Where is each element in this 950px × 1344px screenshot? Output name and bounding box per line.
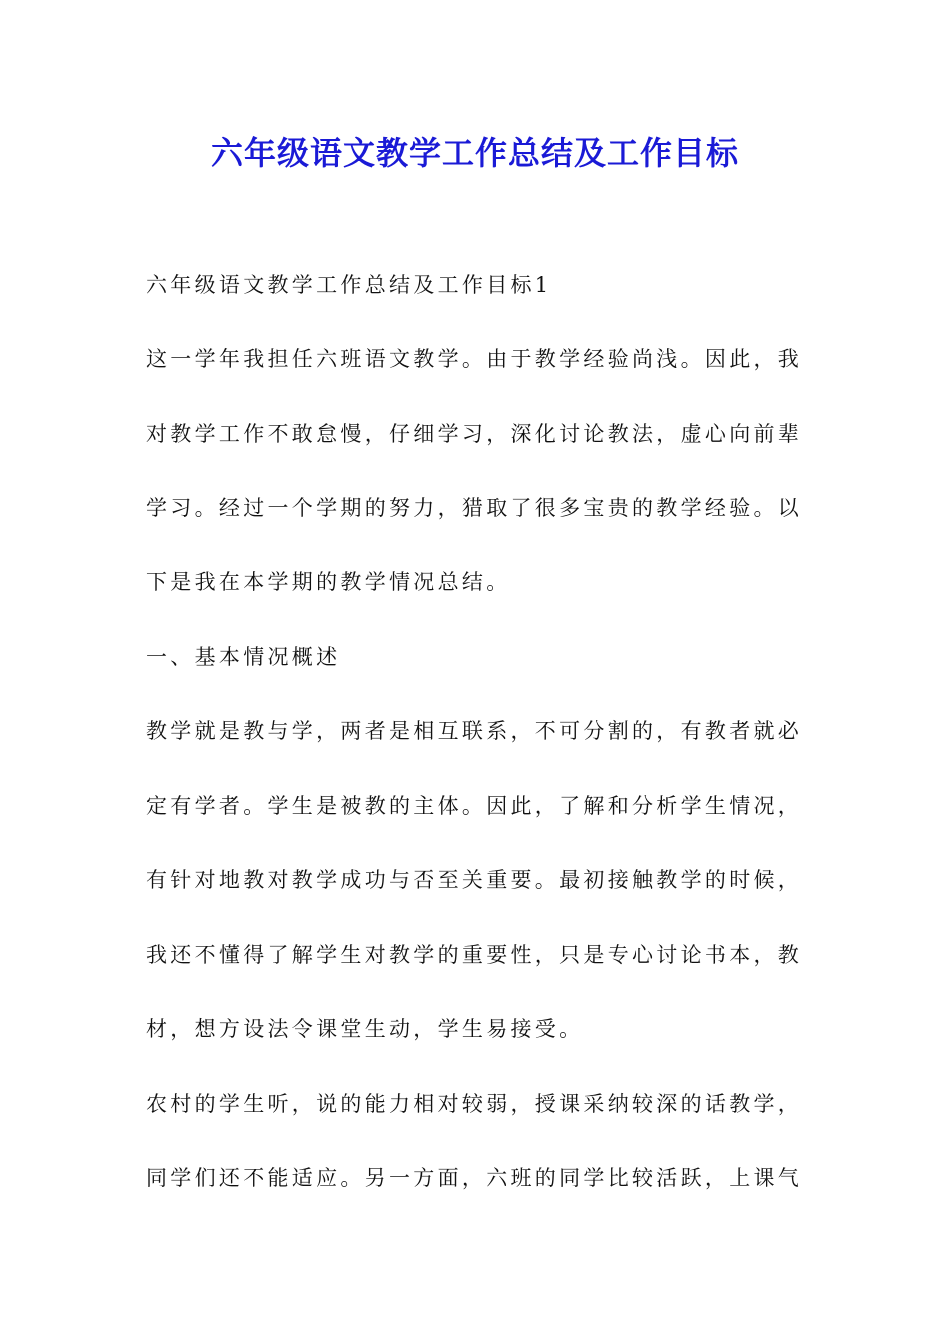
document-title: 六年级语文教学工作总结及工作目标 [210, 134, 739, 172]
text-line: 教学就是教与学，两者是相互联系，不可分割的，有教者就必 [146, 719, 803, 743]
text-line: 农村的学生听，说的能力相对较弱，授课采纳较深的话教学， [146, 1092, 803, 1116]
text-line: 我还不懂得了解学生对教学的重要性，只是专心讨论书本，教 [146, 943, 803, 967]
section-heading: 一、基本情况概述 [146, 645, 341, 669]
text-line: 学习。经过一个学期的努力，猎取了很多宝贵的教学经验。以 [146, 496, 803, 520]
text-line: 材，想方设法令课堂生动，学生易接受。 [146, 1017, 584, 1041]
text-line: 对教学工作不敢怠慢，仔细学习，深化讨论教法，虚心向前辈 [146, 422, 803, 446]
text-line: 下是我在本学期的教学情况总结。 [146, 570, 511, 594]
text-line: 有针对地教对教学成功与否至关重要。最初接触教学的时候， [146, 868, 803, 892]
text-line: 定有学者。学生是被教的主体。因此，了解和分析学生情况， [146, 794, 803, 818]
text-line: 这一学年我担任六班语文教学。由于教学经验尚浅。因此，我 [146, 347, 803, 371]
section-heading: 六年级语文教学工作总结及工作目标1 [146, 273, 552, 297]
text-line: 同学们还不能适应。另一方面，六班的同学比较活跃，上课气 [146, 1166, 803, 1190]
